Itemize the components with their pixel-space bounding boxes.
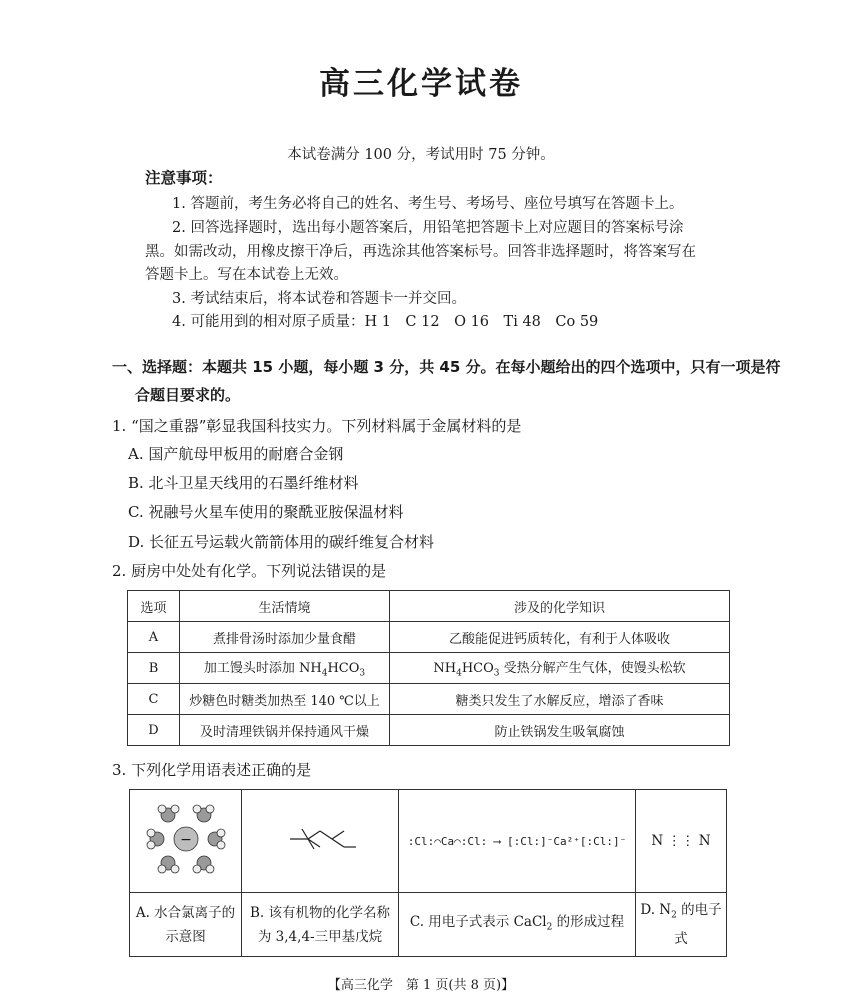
table-row bbox=[128, 715, 730, 746]
caption-text: 的形成过程 bbox=[552, 913, 625, 930]
subscript: 4 bbox=[456, 668, 462, 679]
caption-line: 为 3,4,4-三甲基戊烷 bbox=[257, 928, 383, 945]
option-d-caption bbox=[636, 893, 727, 957]
notice-line-1: 1. 答题前，考生务必将自己的姓名、考生号、考场号、座位号填写在答题卡上。 bbox=[172, 196, 684, 212]
scene-text: 加工馒头时添加 NH bbox=[203, 661, 322, 677]
question-1-option-b: B. 北斗卫星天线用的石墨纤维材料 bbox=[128, 474, 359, 492]
table-cell-option: C bbox=[128, 684, 180, 715]
question-1-option-c: C. 祝融号火星车使用的聚酰亚胺保温材料 bbox=[128, 503, 404, 521]
caption-text: D. N bbox=[640, 901, 672, 918]
knowledge-text: HCO bbox=[461, 661, 494, 677]
page-footer: 【高三化学 第 1 页(共 8 页)】 bbox=[327, 978, 515, 993]
option-b-caption bbox=[242, 893, 399, 957]
table-header-row bbox=[128, 591, 730, 622]
caption-line: 示意图 bbox=[165, 928, 206, 945]
question-2-stem: 2. 厨房中处处有化学。下列说法错误的是 bbox=[112, 562, 387, 580]
skeletal-formula bbox=[280, 819, 360, 859]
subscript: 3 bbox=[359, 668, 366, 679]
notice-line-3: 3. 考试结束后，将本试卷和答题卡一并交回。 bbox=[172, 291, 466, 307]
skeletal-structure-figure bbox=[242, 790, 399, 893]
table-cell-scene: 煮排骨汤时添加少量食醋 bbox=[180, 622, 390, 653]
table-header-cell: 选项 bbox=[128, 591, 180, 622]
subscript: 4 bbox=[321, 668, 328, 679]
table-cell-knowledge bbox=[390, 653, 730, 684]
table-cell-knowledge: 防止铁锅发生吸氧腐蚀 bbox=[390, 715, 730, 746]
knowledge-text: 受热分解产生气体，使馒头松软 bbox=[499, 661, 686, 677]
question-3-stem: 3. 下列化学用语表述正确的是 bbox=[112, 761, 312, 779]
question-3-table bbox=[129, 789, 727, 957]
notice-line-4: 4. 可能用到的相对原子质量：H 1 C 12 O 16 Ti 48 Co 59 bbox=[172, 314, 599, 330]
figure-row bbox=[130, 790, 727, 893]
table-header-cell: 涉及的化学知识 bbox=[390, 591, 730, 622]
knowledge-text: NH bbox=[433, 661, 457, 677]
question-1-stem: 1. “国之重器”彰显我国科技实力。下列材料属于金属材料的是 bbox=[112, 417, 522, 435]
table-cell-option: A bbox=[128, 622, 180, 653]
scene-text: HCO bbox=[327, 661, 360, 677]
section-heading-line-2: 合题目要求的。 bbox=[135, 386, 241, 404]
section-heading-line-1: 一、选择题：本题共 15 小题，每小题 3 分，共 45 分。在每小题给出的四个选项中，只有一项是符 bbox=[112, 358, 781, 376]
question-1-option-d: D. 长征五号运载火箭箭体用的碳纤维复合材料 bbox=[128, 533, 435, 551]
subscript: 2 bbox=[671, 910, 677, 921]
hydrated-ion-figure bbox=[130, 790, 242, 893]
option-c-caption bbox=[399, 893, 636, 957]
notice-heading: 注意事项： bbox=[145, 169, 223, 187]
table-cell-scene bbox=[180, 653, 390, 684]
n2-electron-formula: N ⋮⋮ N bbox=[636, 790, 727, 893]
notice-line-2c: 答题卡上。写在本试卷上无效。 bbox=[145, 267, 348, 283]
table-cell-scene: 炒糖色时糖类加热至 140 ℃以上 bbox=[180, 684, 390, 715]
subscript: 2 bbox=[546, 922, 553, 933]
table-cell-knowledge: 糖类只发生了水解反应，增添了香味 bbox=[390, 684, 730, 715]
table-row bbox=[128, 622, 730, 653]
caption-line: A. 水合氯离子的 bbox=[135, 904, 236, 921]
question-2-table bbox=[127, 590, 730, 746]
notice-line-2a: 2. 回答选择题时，选出每小题答案后，用铅笔把答题卡上对应题目的答案标号涂 bbox=[172, 220, 684, 236]
exam-subtitle: 本试卷满分 100 分，考试用时 75 分钟。 bbox=[287, 147, 555, 163]
table-row bbox=[128, 684, 730, 715]
caption-text: C. 用电子式表示 CaCl bbox=[409, 913, 547, 930]
caption-row bbox=[130, 893, 727, 957]
subscript: 3 bbox=[493, 668, 500, 679]
table-cell-option: D bbox=[128, 715, 180, 746]
table-row bbox=[128, 653, 730, 684]
exam-title: 高三化学试卷 bbox=[319, 66, 523, 102]
table-cell-option: B bbox=[128, 653, 180, 684]
table-cell-scene: 及时清理铁锅并保持通风干燥 bbox=[180, 715, 390, 746]
table-cell-knowledge: 乙酸能促进钙质转化，有利于人体吸收 bbox=[390, 622, 730, 653]
caption-line: B. 该有机物的化学名称 bbox=[249, 904, 390, 921]
question-1-option-a: A. 国产航母甲板用的耐磨合金钢 bbox=[128, 445, 344, 463]
caption-text: 的电子式 bbox=[674, 901, 722, 948]
table-header-cell: 生活情境 bbox=[180, 591, 390, 622]
option-a-caption bbox=[130, 893, 242, 957]
formation-process-figure: :Cl:⌒Ca⌒:Cl: ⟶ [:Cl:]⁻Ca²⁺[:Cl:]⁻ bbox=[399, 790, 636, 893]
ion-charge-label: − bbox=[179, 832, 192, 848]
hydrated-chloride-diagram bbox=[144, 799, 228, 879]
notice-line-2b: 黑。如需改动，用橡皮擦干净后，再选涂其他答案标号。回答非选择题时，将答案写在 bbox=[145, 244, 696, 260]
